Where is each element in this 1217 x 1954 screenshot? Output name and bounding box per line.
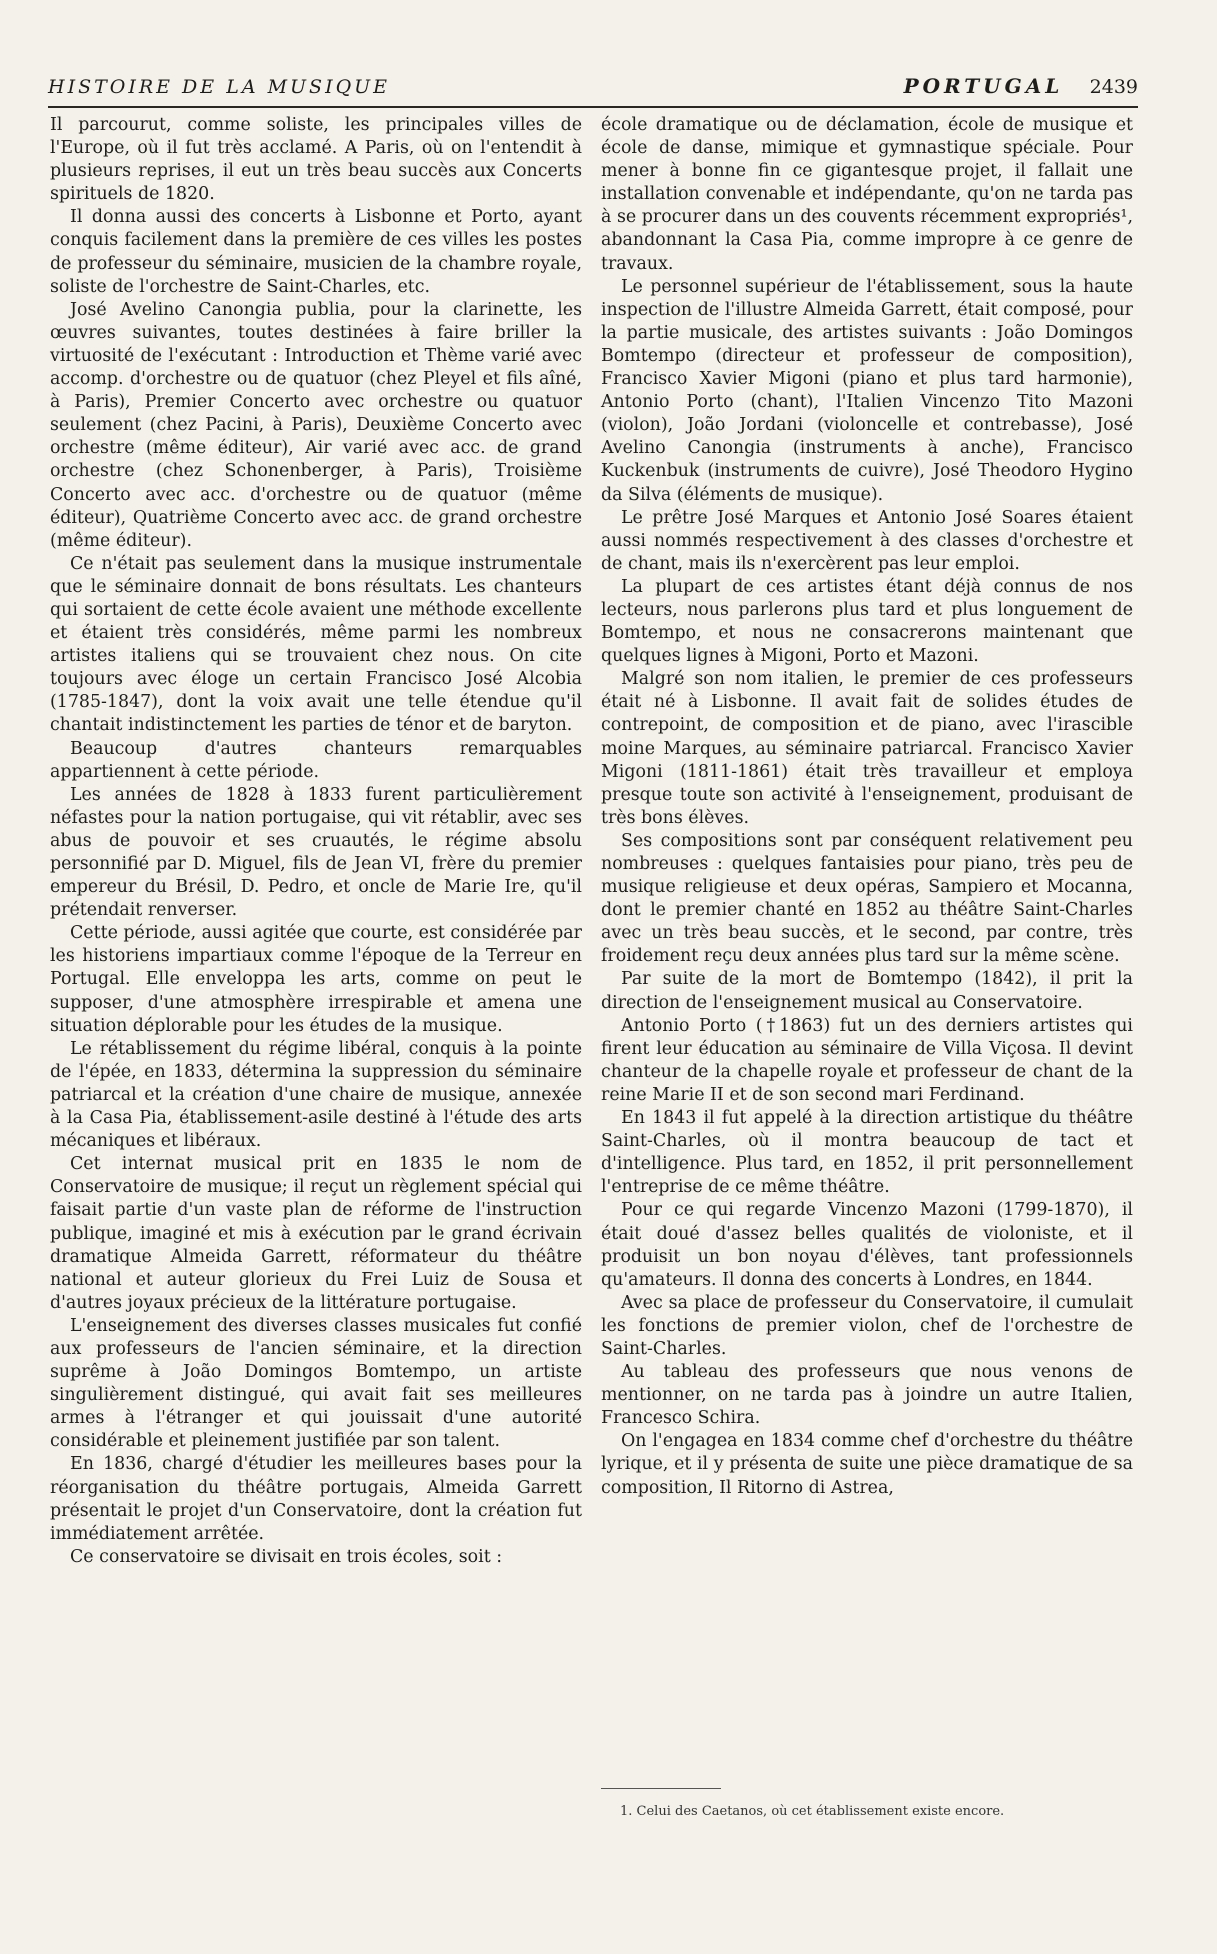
paragraph: Le personnel supérieur de l'établissement, sous la haute inspection de l'illustre Almeida Garrett, était composé, pour la partie musicale, des artistes suivants : João Domingos Bomtempo (directeur et professeur de composition), Francisco Xavier Migoni (piano et plus tard harmonie), Antonio Porto (chant), l'Italien Vincenzo Tito Mazoni (violon), João Jordani (violoncelle et contrebasse), José Avelino Canongia (instruments à anche), Francisco Kuckenbuk (instruments de cuivre), José Theodoro Hygino da Silva (éléments de musique). [601,276,1133,505]
paragraph: L'enseignement des diverses classes musicales fut confié aux professeurs de l'ancien séminaire, et la direction suprême à João Domingos Bomtempo, un artiste singulièrement distingué, qui avait fait ses meilleures armes à l'étranger et qui jouissait d'une autorité considérable et pleinement justifiée par son talent. [50,1315,582,1452]
left-column [50,114,582,1569]
paragraph: En 1843 il fut appelé à la direction artistique du théâtre Saint-Charles, où il montra beaucoup de tact et d'intelligence. Plus tard, en 1852, il prit personnellement l'entreprise de ce même théâtre. [601,1108,1133,1198]
paragraph: Les années de 1828 à 1833 furent particulièrement néfastes pour la nation portugaise, qui vit rétablir, avec ses abus de pouvoir et ses cruautés, le régime absolu personnifié par D. Miguel, fils de Jean VI, frère du premier empereur du Brésil, D. Pedro, et oncle de Marie Ire, qu'il prétendait renverser. [50,784,582,921]
footnote-rule [601,1788,721,1789]
header-section: PORTUGAL [903,74,1064,98]
paragraph: Cette période, aussi agitée que courte, est considérée par les historiens impartiaux comme l'époque de la Terreur en Portugal. Elle enveloppa les arts, comme on peut le supposer, d'une atmosphère irrespirable et amena une situation déplorable pour les études de la musique. [50,923,582,1036]
right-column [601,114,1133,1500]
paragraph: Le rétablissement du régime libéral, conquis à la pointe de l'épée, en 1833, détermina la suppression du séminaire patriarcal et la création d'une chaire de musique, annexée à la Casa Pia, établissement-asile destiné à l'étude des arts mécaniques et libéraux. [50,1038,582,1152]
paragraph: Beaucoup d'autres chanteurs remarquables appartiennent à cette période. [50,738,582,782]
paragraph: Le prêtre José Marques et Antonio José Soares étaient aussi nommés respectivement à des classes d'orchestre et de chant, mais ils n'exercèrent pas leur emploi. [601,507,1133,574]
paragraph: Il donna aussi des concerts à Lisbonne et Porto, ayant conquis facilement dans la première de ces villes les postes de professeur du séminaire, musicien de la chambre royale, soliste de l'orchestre de Saint-Charles, etc. [50,207,582,297]
paragraph: Par suite de la mort de Bomtempo (1842), il prit la direction de l'enseignement musical au Conservatoire. [601,969,1133,1013]
running-header [48,72,1138,106]
paragraph: Antonio Porto (†1863) fut un des derniers artistes qui firent leur éducation au séminaire de Villa Viçosa. Il devint chanteur de la chapelle royale et professeur de chant de la reine Marie II et de son second mari Ferdinand. [601,1015,1133,1105]
footnote: 1. Celui des Caetanos, où cet établissement existe encore. [620,1804,1005,1819]
paragraph: La plupart de ces artistes étant déjà connus de nos lecteurs, nous parlerons plus tard et plus longuement de Bomtempo, et nous ne consacrerons maintenant que quelques lignes à Migoni, Porto et Mazoni. [601,576,1133,667]
paragraph: Pour ce qui regarde Vincenzo Mazoni (1799-1870), il était doué d'assez belles qualités de violoniste, et il produisit un bon noyau d'élèves, tant professionnels qu'amateurs. Il donna des concerts à Londres, en 1844. [601,1200,1133,1290]
paragraph: Ce n'était pas seulement dans la musique instrumentale que le séminaire donnait de bons résultats. Les chanteurs qui sortaient de cette école avaient une méthode excellente et étaient très considérés, même parmi les nombreux artistes italiens qui se trouvaient chez nous. On cite toujours avec éloge un certain Francisco José Alcobia (1785-1847), dont la voix avait une telle étendue qu'il chantait indistinctement les parties de ténor et de baryton. [50,553,582,736]
paragraph: Il parcourut, comme soliste, les principales villes de l'Europe, où il fut très acclamé. A Paris, où on l'entendit à plusieurs reprises, il eut un très beau succès aux Concerts spirituels de 1820. [50,115,582,205]
paragraph: Ce conservatoire se divisait en trois écoles, soit : [70,1546,503,1567]
paragraph: Avec sa place de professeur du Conservatoire, il cumulait les fonctions de premier violon, chef de l'orchestre de Saint-Charles. [601,1292,1133,1359]
paragraph: Malgré son nom italien, le premier de ces professeurs était né à Lisbonne. Il avait fait de solides études de contrepoint, de composition et de piano, avec l'irascible moine Marques, au séminaire patriarcal. Francisco Xavier Migoni (1811-1861) était très travailleur et employa presque toute son activité à l'enseignement, produisant de très bons élèves. [601,669,1133,828]
paragraph: On l'engagea en 1834 comme chef d'orchestre du théâtre lyrique, et il y présenta de suite une pièce dramatique de sa composition, Il Ritorno di Astrea, [601,1431,1133,1498]
page-number: 2439 [1089,76,1138,98]
header-rule [48,106,1138,108]
header-right [904,74,1138,98]
paragraph: José Avelino Canongia publia, pour la clarinette, les œuvres suivantes, toutes destinées à faire briller la virtuosité de l'exécutant : Introduction et Thème varié avec accomp. d'orchestre ou de quatuor (chez Pleyel et fils aîné, à Paris), Premier Concerto avec orchestre ou quatuor seulement (chez Pacini, à Paris), Deuxième Concerto avec orchestre (même éditeur), Air varié avec acc. de grand orchestre (chez Schonenberger, à Paris), Troisième Concerto avec acc. d'orchestre ou de quatuor (même éditeur), Quatrième Concerto avec acc. de grand orchestre (même éditeur). [50,299,582,551]
paragraph: Au tableau des professeurs que nous venons de mentionner, on ne tarda pas à joindre un autre Italien, Francesco Schira. [601,1362,1133,1429]
paragraph: Cet internat musical prit en 1835 le nom de Conservatoire de musique; il reçut un règlement spécial qui faisait partie d'un vaste plan de réforme de l'instruction publique, imaginé et mis à exécution par le grand écrivain dramatique Almeida Garrett, réformateur du théâtre national et auteur glorieux du Frei Luiz de Sousa et d'autres joyaux précieux de la littérature portugaise. [50,1154,582,1313]
paragraph: Ses compositions sont par conséquent relativement peu nombreuses : quelques fantaisies pour piano, très peu de musique religieuse et deux opéras, Sampiero et Mocanna, dont le premier chanté en 1852 au théâtre Saint-Charles avec un très beau succès, et le second, par contre, très froidement reçu deux années plus tard sur la même scène. [601,830,1133,967]
header-title: HISTOIRE DE LA MUSIQUE [48,76,391,98]
paragraph: En 1836, chargé d'étudier les meilleures bases pour la réorganisation du théâtre portugais, Almeida Garrett présentait le projet d'un Conservatoire, dont la création fut immédiatement arrêtée. [50,1454,582,1544]
paragraph: école dramatique ou de déclamation, école de musique et école de danse, mimique et gymnastique spéciale. Pour mener à bonne fin ce gigantesque projet, il fallait une installation convenable et indépendante, qu'on ne tarda pas à se procurer dans un des couvents récemment expropriés¹, abandonnant la Casa Pia, comme impropre à ce genre de travaux. [601,115,1133,274]
